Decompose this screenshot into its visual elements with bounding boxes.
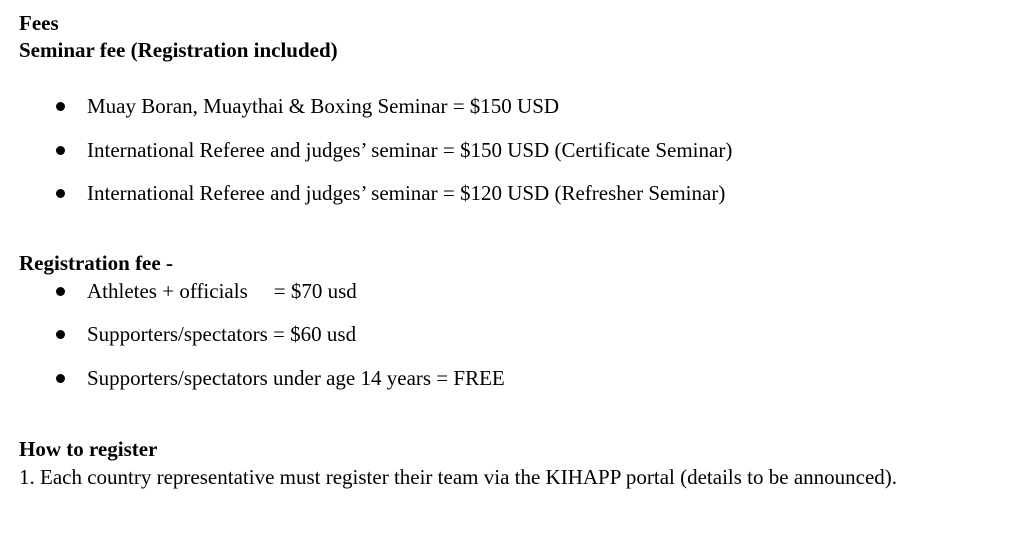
registration-item-text [87,368,505,389]
registration-item-text [87,281,357,302]
seminar-item-text: International Referee and judges’ seminar = $120 USD (Refresher Seminar) [87,181,726,205]
bullet-icon [56,287,65,296]
seminar-fee-heading: Seminar fee (Registration included) [19,38,338,62]
registration-fee-heading: Registration fee - [19,251,173,275]
seminar-item-text: Muay Boran, Muaythai & Boxing Seminar = $150 USD [87,94,560,118]
bullet-icon [56,146,65,155]
registration-item-value: = $60 usd [273,322,357,346]
bullet-icon [56,374,65,383]
bullet-icon [56,189,65,198]
how-to-register-heading: How to register [19,437,158,461]
bullet-icon [56,102,65,111]
registration-item-label: Supporters/spectators [87,322,268,346]
register-step: 1. Each country representative must register their team via the KIHAPP portal (details to be announced). [19,465,898,489]
seminar-item-text: International Referee and judges’ seminar = $150 USD (Certificate Seminar) [87,138,733,162]
registration-item-value: = $70 usd [273,279,357,303]
registration-item-text [87,324,356,345]
registration-item-label: Supporters/spectators under age 14 years = FREE [87,366,505,390]
registration-item-label: Athletes + officials [87,279,248,303]
fees-heading: Fees [19,11,59,35]
bullet-icon [56,330,65,339]
